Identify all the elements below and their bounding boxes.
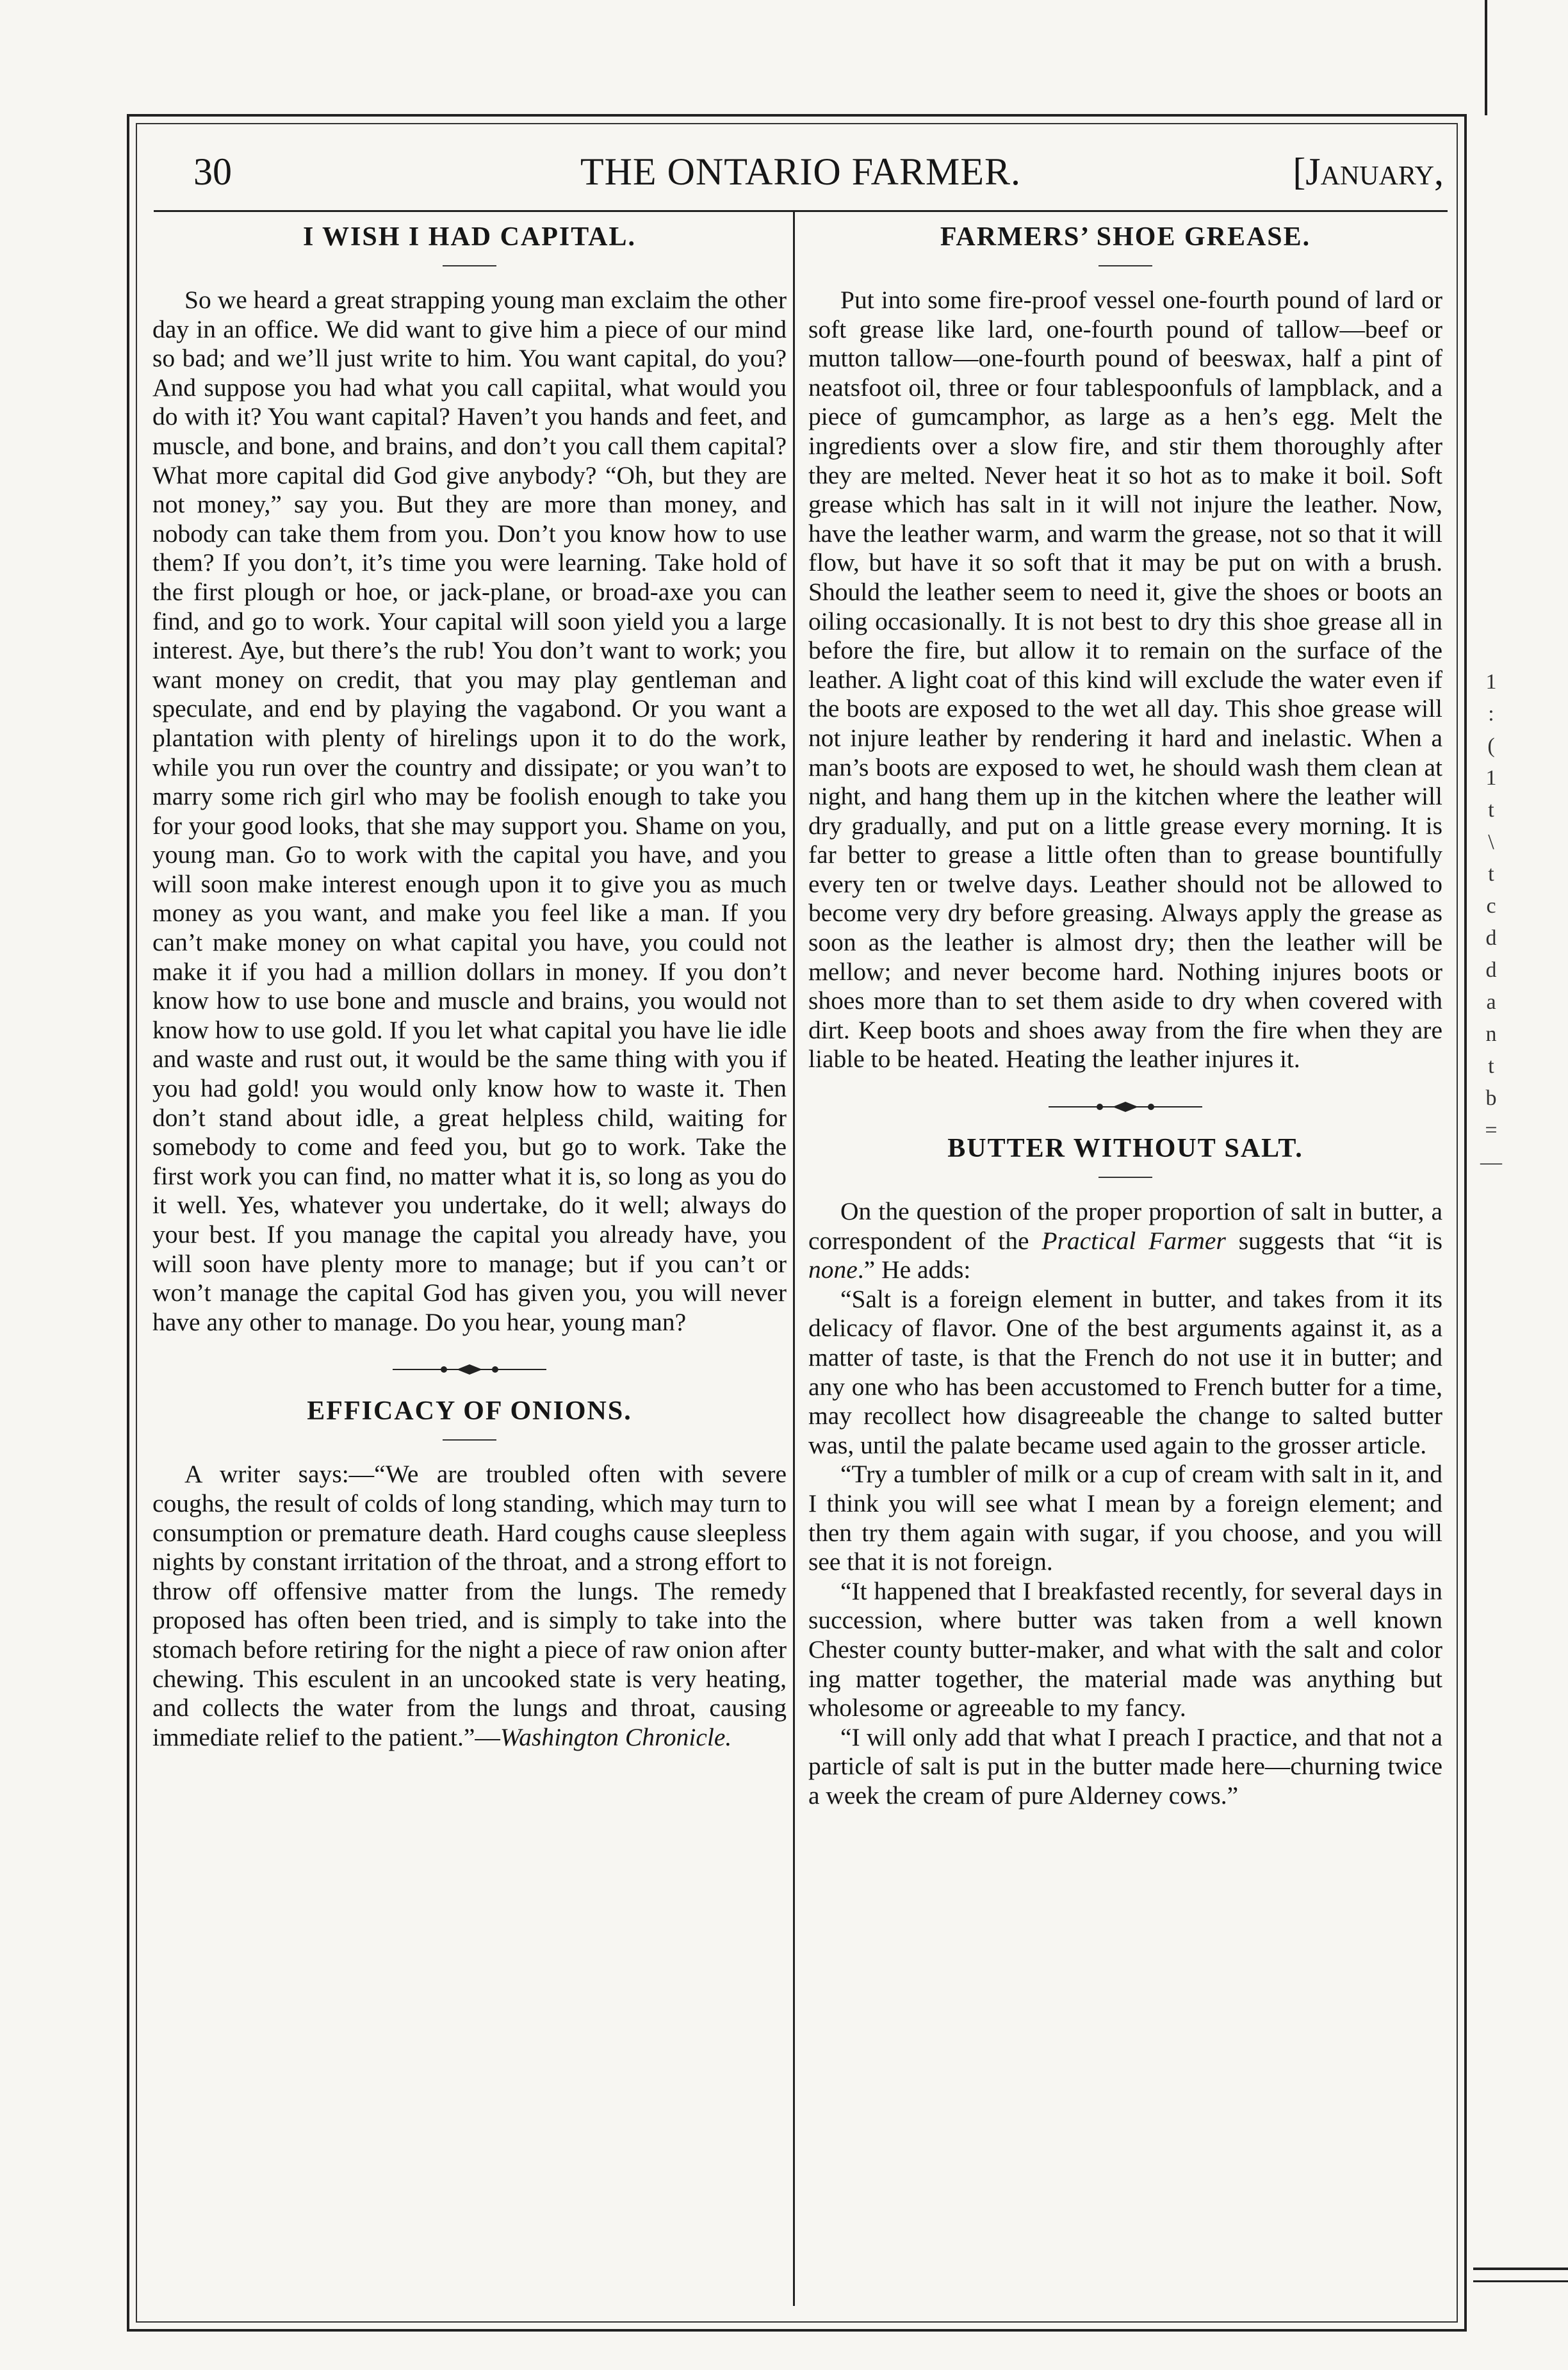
article-paragraph: So we heard a great strapping young man exclaim the other day in an office. We did want to give him a piece of our mind so bad; and we’ll just write to him. You want capital, do you? And suppose you had what you call capiital, what would you do with it? You want capital? Haven’t you hands and feet, and muscle, and bone, and brains, and don’t you call them capital? What more capital did God give anybody? “Oh, but they are not money,” say you. But they are more than money, and nobody can take them from you. Don’t you know how to use them? If you don’t, it’s time you were learning. Take hold of the first plough or hoe, or jack-plane, or broad-axe you can find, and go to work. Your capital will soon yield you a large interest. Aye, but there’s the rub! You don’t want to work; you want money on credit, that you may play gentleman and speculate, and end by playing the vagabond. Or you want a plantation with plenty of hirelings upon it to do the work, while you run over the country and dissipate; or you wan’t to marry some rich girl who may be foolish enough to take you for your good looks, that she may support you. Shame on you, young man. Go to work with the capital you have, and you will soon make interest enough upon it to give you as much money as you want, and make you feel like a man. If you can’t make money on what capital you have, you could not make it if you had a million dollars in money. If you don’t know how to use bone and muscle and brains, you would not know how to use gold. If you let what capital you have lie idle and waste and rust out, it would be the same thing with you if you had gold! you would only know how to waste it. Then don’t stand about idle, a great helpless child, waiting for somebody to come and feed you, but go to work. Take the first work you can find, no matter what it is, so long as you do it well. Yes, whatever you undertake, do it well; always do your best. If you manage the capital you already have, you will soon have plenty more to manage; but if you can’t or won’t manage the capital God has given you, you will never have any other to manage. Do you hear, young man?: [152, 286, 787, 1336]
margin-mark: t: [1488, 798, 1494, 822]
ornament-divider-icon: [1049, 1097, 1202, 1116]
margin-mark: 1: [1485, 766, 1497, 790]
margin-mark: \: [1488, 830, 1494, 854]
article-paragraph: “Salt is a foreign element in butter, and takes from it its delicacy of flavor. One of the best arguments against it, as a matter of taste, is that the French do not use it in butter; and any one who has been accustomed to French butter for a time, may recollect how disagreeable the change to salted butter was, until the palate became used again to the grosser article.: [808, 1284, 1442, 1459]
edge-rule: [1473, 2280, 1568, 2282]
title-rule: [1098, 1177, 1152, 1178]
article-paragraph: “It happened that I breakfasted recently, for several days in succession, where butter was taken from a well known Chester county butter-maker, and what with the salt and color ing matter together, the material made was anything but wholesome or agreeable to my fancy.: [808, 1576, 1442, 1722]
margin-mark: a: [1486, 990, 1496, 1014]
article-shoe-grease: [808, 222, 1442, 1074]
edge-rule: [1485, 0, 1487, 115]
left-column: [152, 217, 787, 1752]
margin-mark: d: [1485, 958, 1497, 982]
publication-name: Practical Farmer: [1041, 1226, 1226, 1255]
article-title: EFFICACY OF ONIONS.: [307, 1396, 632, 1426]
margin-mark: :: [1488, 702, 1494, 726]
title-rule: [443, 265, 496, 266]
margin-mark: =: [1485, 1118, 1498, 1142]
article-capital: [152, 222, 787, 1337]
page-header: [154, 140, 1448, 212]
margin-mark: n: [1485, 1022, 1497, 1046]
margin-mark: b: [1485, 1086, 1497, 1110]
issue-month: [January,: [1293, 151, 1444, 193]
title-rule: [443, 1439, 496, 1441]
margin-mark: c: [1486, 894, 1496, 918]
article-paragraph: A writer says:—“We are troubled often with severe coughs, the result of colds of long standing, which may turn to consumption or premature death. Hard coughs cause sleepless nights by constant irritation of the throat, and a strong effort to throw off offensive matter from the lungs. The remedy proposed has often been tried, and is simply to take into the stomach before retiring for the night a piece of raw onion after chewing. This esculent in an uncooked state is very heating, and collects the water from the lungs and throat, causing immediate relief to the patient.”—Washington Chronicle.: [152, 1460, 787, 1751]
article-title: BUTTER WITHOUT SALT.: [947, 1134, 1303, 1164]
article-title: FARMERS’ SHOE GREASE.: [940, 222, 1311, 252]
column-divider: [793, 211, 795, 2306]
article-paragraph: Put into some fire-proof vessel one-fourth pound of lard or soft grease like lard, one-fourth pound of tallow—beef or mutton tallow—one-fourth pound of beeswax, half a pint of neatsfoot oil, three or four tablespoonfuls of lampblack, and a piece of gumcamphor, as large as a hen’s egg. Melt the ingredients over a slow fire, and stir them thoroughly after they are melted. Never heat it so hot as to make it boil. Soft grease which has salt in it will not injure the leather. Now, have the leather warm, and warm the grease, not so that it will flow, but have it so soft that it may be put on with a brush. Should the leather seem to need it, give the shoes or boots an oiling occasionally. It is not best to dry this shoe grease all in before the fire, but allow it to remain on the surface of the leather. A light coat of this kind will exclude the water even if the boots are exposed to the wet all day. This shoe grease will not injure leather by rendering it hard and inelastic. When a man’s boots are exposed to wet, he should wash them clean at night, and hang them up in the kitchen where the leather will dry gradually, and put on a little grease every morning. It is far better to grease a little often than to grease bountifully every ten or twelve days. Leather should not be allowed to become very dry before greasing. Always apply the grease as soon as the leather is almost dry; then the leather will be mellow; and never become hard. Nothing injures boots or shoes more than to set them aside to dry when covered with dirt. Keep boots and shoes away from the fire when they are liable to be heated. Heating the leather injures it.: [808, 286, 1442, 1074]
publication-title: THE ONTARIO FARMER.: [580, 151, 1022, 193]
title-rule: [1098, 265, 1152, 266]
margin-mark: (: [1487, 734, 1495, 758]
margin-mark: t: [1488, 1054, 1494, 1078]
article-intro: On the question of the proper proportion of salt in butter, a correspondent of the Practical Farmer suggests that “it is none.” He adds:: [808, 1197, 1442, 1284]
margin-mark: d: [1485, 926, 1497, 950]
margin-mark: t: [1488, 862, 1494, 886]
emphasis: none: [808, 1255, 858, 1284]
article-title: I WISH I HAD CAPITAL.: [302, 222, 637, 252]
source-citation: Washington Chronicle.: [500, 1722, 732, 1751]
margin-mark: 1: [1485, 670, 1497, 694]
article-paragraph: “Try a tumbler of milk or a cup of cream with salt in it, and I think you will see what I mean by a foreign element; and then try them again with sugar, if you choose, and you will see that it is not foreign.: [808, 1460, 1442, 1576]
article-butter: [808, 1133, 1442, 1810]
ornament-divider-icon: [393, 1360, 546, 1379]
article-onions: [152, 1396, 787, 1752]
edge-rule: [1473, 2268, 1568, 2270]
right-column: [808, 217, 1442, 1811]
adjacent-page-marks: [1478, 666, 1504, 1179]
article-paragraph: “I will only add that what I preach I practice, and that not a particle of salt is put in the butter made here—churning twice a week the cream of pure Alderney cows.”: [808, 1722, 1442, 1810]
margin-mark: —: [1480, 1150, 1502, 1174]
page-number: 30: [193, 151, 232, 193]
